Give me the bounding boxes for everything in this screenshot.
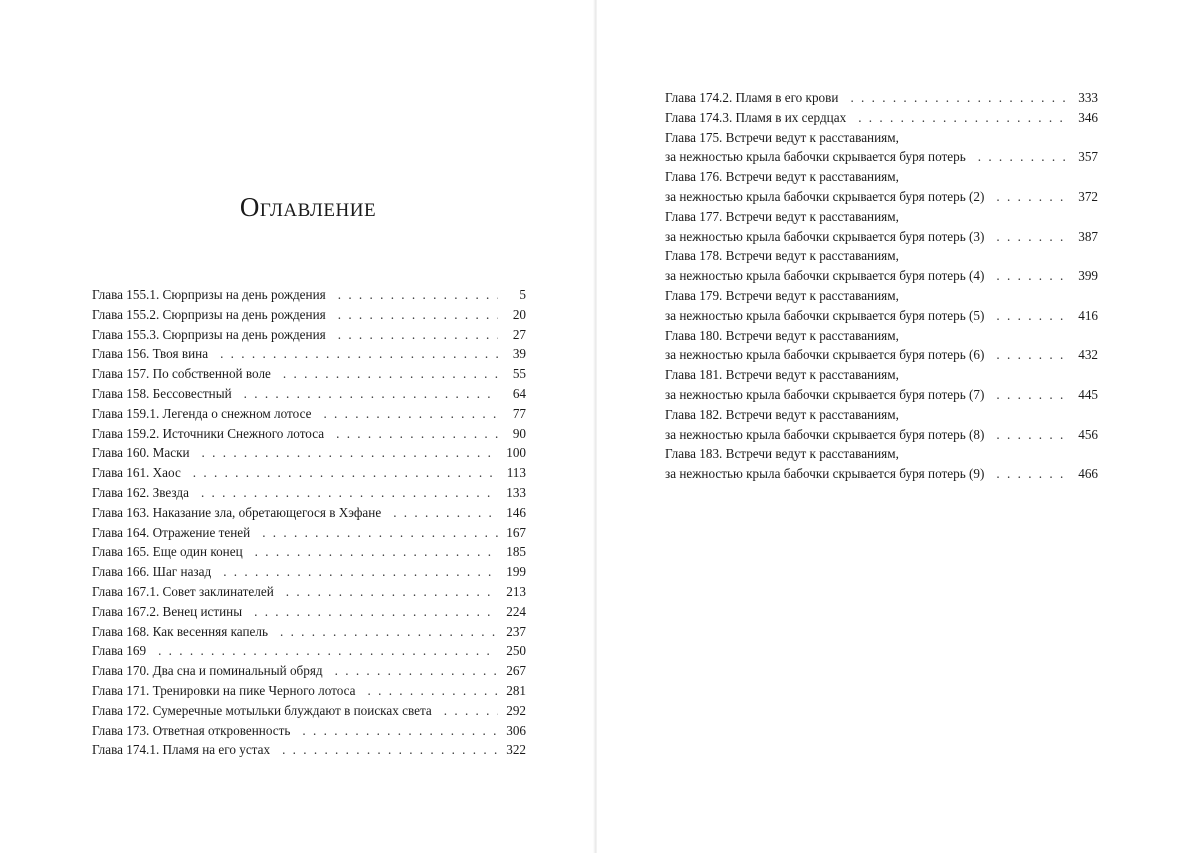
toc-entry-title: Глава 159.1. Легенда о снежном лотосе <box>92 405 312 421</box>
toc-entry-page: 372 <box>1078 188 1098 204</box>
toc-entry[interactable] <box>92 701 526 721</box>
toc-entry-page: 146 <box>506 504 526 520</box>
dot-leader <box>850 88 1070 108</box>
dot-leader <box>368 681 498 701</box>
toc-entry-title-line2: за нежностью крыла бабочки скрывается буря потерь (3) <box>665 228 985 244</box>
toc-entry-title: Глава 159.2. Источники Снежного лотоса <box>92 425 325 441</box>
toc-entry-page: 267 <box>506 663 526 679</box>
toc-entry-title: Глава 166. Шаг назад <box>92 564 212 580</box>
toc-title: Оглавление <box>239 192 377 222</box>
toc-entry-page: 306 <box>506 722 526 738</box>
toc-entry[interactable] <box>665 128 1098 168</box>
toc-entry-title-line1: Глава 178. Встречи ведут к расставаниям, <box>665 248 899 264</box>
toc-list-left <box>92 285 526 760</box>
dot-leader <box>996 345 1070 365</box>
dot-leader <box>220 344 498 364</box>
dot-leader <box>996 227 1070 247</box>
toc-entry-page: 333 <box>1078 90 1098 105</box>
toc-entry[interactable] <box>92 305 526 325</box>
dot-leader <box>244 384 498 404</box>
toc-entry[interactable] <box>92 364 526 384</box>
dot-leader <box>286 582 498 602</box>
toc-entry-title-line2: за нежностью крыла бабочки скрывается буря потерь <box>665 149 966 165</box>
toc-entry-page: 167 <box>506 524 526 540</box>
toc-entry-page: 100 <box>506 445 526 461</box>
toc-entry-title-line2: за нежностью крыла бабочки скрывается буря потерь (5) <box>665 307 985 323</box>
dot-leader <box>323 404 498 424</box>
dot-leader <box>996 306 1070 326</box>
toc-entry-page: 27 <box>512 326 526 342</box>
toc-entry-title-line1: Глава 176. Встречи ведут к расставаниям, <box>665 169 899 185</box>
toc-entry-page: 346 <box>1078 109 1098 125</box>
toc-entry[interactable] <box>92 424 526 444</box>
toc-entry-title: Глава 158. Бессовестный <box>92 385 232 401</box>
toc-entry-title-line1: Глава 175. Встречи ведут к расставаниям, <box>665 129 899 145</box>
toc-entry[interactable] <box>665 326 1098 366</box>
toc-entry-page: 237 <box>506 623 526 639</box>
toc-entry-title: Глава 155.3. Сюрпризы на день рождения <box>92 326 326 342</box>
toc-entry[interactable] <box>92 443 526 463</box>
toc-entry[interactable] <box>92 562 526 582</box>
dot-leader <box>255 542 498 562</box>
toc-entry[interactable] <box>665 444 1098 484</box>
toc-entry[interactable] <box>665 167 1098 207</box>
toc-entry-title: Глава 172. Сумеречные мотыльки блуждают в поисках света <box>92 702 432 718</box>
toc-entry-page: 281 <box>506 682 526 698</box>
toc-entry-page: 185 <box>506 544 526 560</box>
toc-entry-page: 292 <box>506 702 526 718</box>
toc-entry-page: 199 <box>506 564 526 580</box>
toc-entry[interactable] <box>665 88 1098 108</box>
dot-leader <box>444 701 498 721</box>
toc-entry-page: 224 <box>506 603 526 619</box>
dot-leader <box>336 424 498 444</box>
toc-entry-title: Глава 174.1. Пламя на его устах <box>92 742 271 758</box>
toc-entry-title-line1: Глава 183. Встречи ведут к расставаниям, <box>665 446 899 462</box>
toc-entry[interactable] <box>665 207 1098 247</box>
toc-entry-page: 39 <box>512 346 526 362</box>
toc-entry-page: 213 <box>506 583 526 599</box>
toc-entry-title: Глава 163. Наказание зла, обретающегося в Хэфане <box>92 504 382 520</box>
toc-entry[interactable] <box>92 523 526 543</box>
toc-entry[interactable] <box>665 365 1098 405</box>
toc-entry-title: Глава 171. Тренировки на пике Черного лотоса <box>92 682 356 698</box>
dot-leader <box>262 523 498 543</box>
toc-entry[interactable] <box>92 582 526 602</box>
toc-entry-title-line1: Глава 181. Встречи ведут к расставаниям, <box>665 367 899 383</box>
toc-entry[interactable] <box>92 681 526 701</box>
toc-entry-title: Глава 155.1. Сюрпризы на день рождения <box>92 287 326 302</box>
toc-entry[interactable] <box>92 661 526 681</box>
left-page <box>0 0 596 853</box>
dot-leader <box>996 266 1070 286</box>
toc-entry[interactable] <box>665 405 1098 445</box>
toc-entry-title: Глава 165. Еще один конец <box>92 544 243 560</box>
toc-entry-title: Глава 174.2. Пламя в его крови <box>665 90 839 105</box>
toc-entry-page: 5 <box>519 287 526 302</box>
toc-entry-title: Глава 169 <box>92 643 147 659</box>
toc-entry-title-line1: Глава 180. Встречи ведут к расставаниям, <box>665 327 899 343</box>
dot-leader <box>254 602 498 622</box>
toc-entry-page: 20 <box>512 306 526 322</box>
dot-leader <box>201 483 498 503</box>
toc-entry-page: 64 <box>512 385 526 401</box>
toc-entry-title-line2: за нежностью крыла бабочки скрывается буря потерь (4) <box>665 268 985 284</box>
toc-entry-page: 250 <box>506 643 526 659</box>
toc-entry-title: Глава 156. Твоя вина <box>92 346 209 362</box>
toc-entry-title: Глава 155.2. Сюрпризы на день рождения <box>92 306 326 322</box>
toc-entry[interactable] <box>665 108 1098 128</box>
toc-entry-page: 322 <box>506 742 526 758</box>
toc-entry-title-line1: Глава 177. Встречи ведут к расставаниям, <box>665 208 899 224</box>
toc-entry-page: 387 <box>1078 228 1098 244</box>
toc-entry-page: 90 <box>512 425 526 441</box>
toc-entry[interactable] <box>92 503 526 523</box>
toc-entry-title: Глава 174.3. Пламя в их сердцах <box>665 109 847 125</box>
toc-entry-title-line2: за нежностью крыла бабочки скрывается буря потерь (7) <box>665 386 985 402</box>
toc-entry-title-line2: за нежностью крыла бабочки скрывается буря потерь (9) <box>665 466 985 482</box>
dot-leader <box>223 562 498 582</box>
dot-leader <box>280 622 498 642</box>
toc-entry[interactable] <box>92 285 526 305</box>
toc-entry-page: 113 <box>506 465 526 481</box>
toc-entry-page: 55 <box>512 366 526 382</box>
toc-entry-page: 416 <box>1078 307 1098 323</box>
dot-leader <box>338 285 498 305</box>
toc-entry-page: 466 <box>1078 466 1098 482</box>
toc-entry-title-line2: за нежностью крыла бабочки скрывается буря потерь (2) <box>665 188 985 204</box>
dot-leader <box>996 187 1070 207</box>
toc-entry-title: Глава 167.2. Венец истины <box>92 603 243 619</box>
dot-leader <box>202 443 498 463</box>
toc-entry-title: Глава 161. Хаос <box>92 465 181 481</box>
toc-entry-page: 77 <box>512 405 526 421</box>
toc-entry-title: Глава 167.1. Совет заклинателей <box>92 583 274 599</box>
toc-entry-page: 399 <box>1078 268 1098 284</box>
toc-entry[interactable] <box>92 602 526 622</box>
toc-entry-page: 133 <box>506 484 526 500</box>
toc-entry-title-line1: Глава 179. Встречи ведут к расставаниям, <box>665 287 899 303</box>
toc-entry-page: 357 <box>1078 149 1098 165</box>
toc-entry[interactable] <box>92 622 526 642</box>
dot-leader <box>858 108 1070 128</box>
toc-entry[interactable] <box>92 542 526 562</box>
toc-entry[interactable] <box>92 483 526 503</box>
toc-entry-title: Глава 164. Отражение теней <box>92 524 251 540</box>
toc-entry[interactable] <box>92 344 526 364</box>
dot-leader <box>302 721 498 741</box>
dot-leader <box>282 740 498 760</box>
toc-entry[interactable] <box>665 246 1098 286</box>
toc-entry[interactable] <box>92 721 526 741</box>
toc-entry-page: 456 <box>1078 426 1098 442</box>
dot-leader <box>393 503 498 523</box>
toc-entry-page: 432 <box>1078 347 1098 363</box>
toc-entry-title: Глава 173. Ответная откровенность <box>92 722 291 738</box>
toc-list-right <box>665 88 1098 484</box>
toc-entry-title: Глава 162. Звезда <box>92 484 189 500</box>
toc-entry-title-line2: за нежностью крыла бабочки скрывается буря потерь (6) <box>665 347 985 363</box>
toc-entry[interactable] <box>665 286 1098 326</box>
toc-entry-title-line1: Глава 182. Встречи ведут к расставаниям, <box>665 406 899 422</box>
dot-leader <box>335 661 498 681</box>
toc-entry-page: 445 <box>1078 386 1098 402</box>
toc-entry[interactable] <box>92 384 526 404</box>
toc-entry[interactable] <box>92 404 526 424</box>
dot-leader <box>978 147 1070 167</box>
toc-entry[interactable] <box>92 641 526 661</box>
dot-leader <box>193 463 498 483</box>
dot-leader <box>283 364 498 384</box>
dot-leader <box>158 641 498 661</box>
toc-entry[interactable] <box>92 463 526 483</box>
dot-leader <box>338 325 498 345</box>
toc-entry-title-line2: за нежностью крыла бабочки скрывается буря потерь (8) <box>665 426 985 442</box>
toc-entry-title: Глава 170. Два сна и поминальный обряд <box>92 663 323 679</box>
dot-leader <box>996 425 1070 445</box>
toc-entry-title: Глава 168. Как весенняя капель <box>92 623 268 639</box>
dot-leader <box>338 305 498 325</box>
right-page <box>597 0 1195 853</box>
toc-entry-title: Глава 157. По собственной воле <box>92 366 271 382</box>
dot-leader <box>996 464 1070 484</box>
toc-entry[interactable] <box>92 325 526 345</box>
dot-leader <box>996 385 1070 405</box>
toc-entry[interactable] <box>92 740 526 760</box>
toc-entry-title: Глава 160. Маски <box>92 445 190 461</box>
